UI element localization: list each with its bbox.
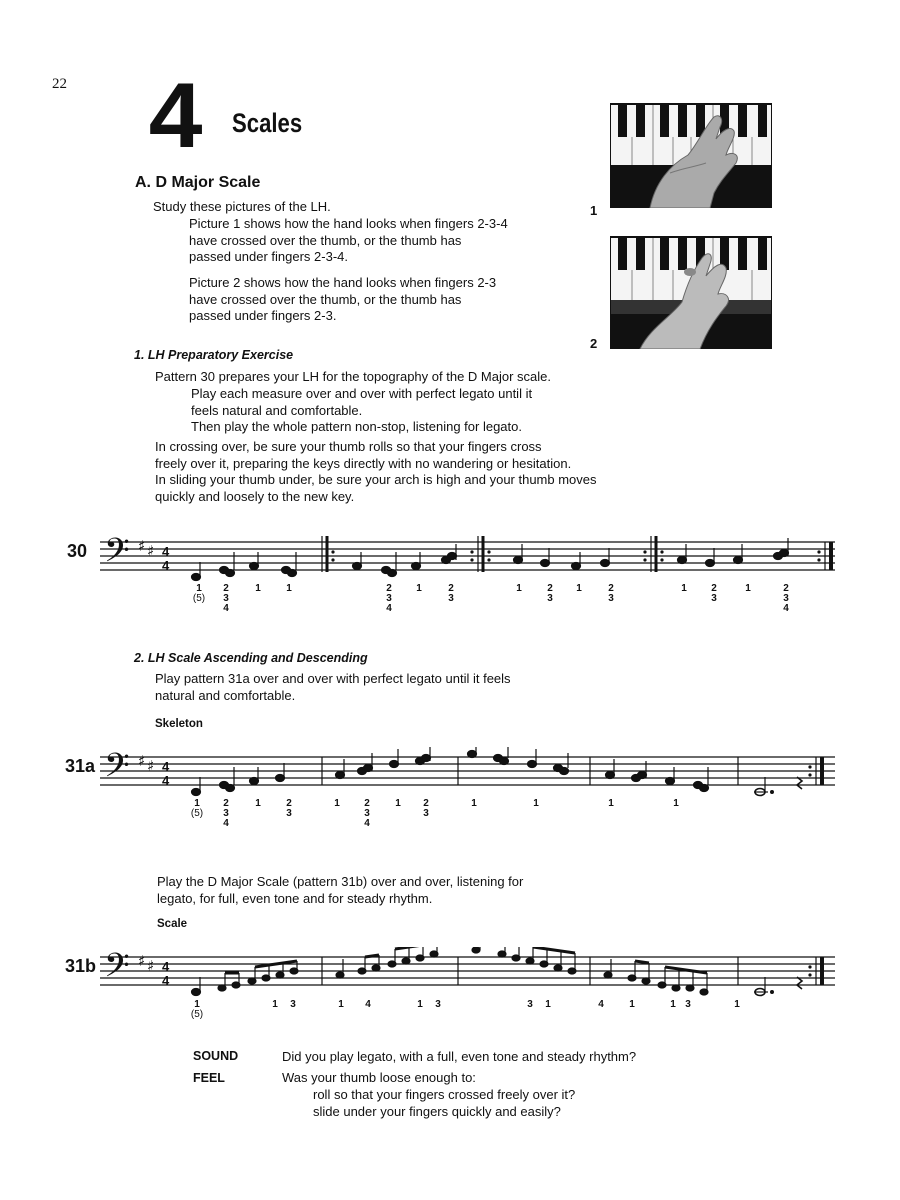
finger-number: 3 <box>223 593 229 604</box>
finger-number: 4 <box>223 603 229 614</box>
chapter-title: Scales <box>232 108 303 138</box>
picture1-label: 1 <box>590 203 598 218</box>
exercise1-line <box>191 386 532 436</box>
finger-number: 1 <box>255 798 261 809</box>
feel-detail <box>313 1087 575 1120</box>
finger-number: 2 <box>223 583 229 594</box>
finger-number: 1 <box>286 583 292 594</box>
bass-clef-icon: 𝄢 <box>104 747 130 793</box>
time-signature-icon: 4 <box>162 959 170 974</box>
exercise1-heading: 1. LH Preparatory Exercise <box>134 348 294 362</box>
finger-number: 3 <box>364 808 370 819</box>
finger-number: 4 <box>365 999 371 1010</box>
bass-clef-icon: 𝄢 <box>104 947 130 993</box>
finger-number: 3 <box>290 999 296 1010</box>
sharp-icon: ♯ <box>138 752 146 770</box>
fingering-group <box>441 584 461 604</box>
finger-number: 1 <box>395 798 401 809</box>
exercise2-text <box>155 671 511 704</box>
scale-label: Scale <box>157 918 188 930</box>
finger-number: 4 <box>598 999 604 1010</box>
finger-number: 3 <box>223 808 229 819</box>
time-signature-icon: 4 <box>162 973 170 988</box>
fingering-group <box>428 1000 448 1010</box>
text-line: roll so that your fingers crossed freely over it? <box>313 1087 576 1102</box>
pattern31a-number: 31a <box>65 756 96 776</box>
text-line: Play pattern 31a over and over with perfect legato until it feels <box>155 671 511 686</box>
finger-number: 2 <box>364 798 370 809</box>
finger-number: 1 <box>255 583 261 594</box>
sharp-icon: ♯ <box>147 542 155 560</box>
text-line: Play each measure over and over with perfect legato until it <box>191 386 533 401</box>
finger-number: 3 <box>386 593 392 604</box>
finger-number: 3 <box>286 808 292 819</box>
pattern31b-staff <box>100 947 835 1027</box>
fingering-group <box>591 1000 611 1010</box>
exercise2-heading: 2. LH Scale Ascending and Descending <box>134 651 368 665</box>
finger-number: 2 <box>223 798 229 809</box>
fingering-group <box>776 584 796 614</box>
text-line: have crossed over the thumb, or the thumb has <box>189 232 462 248</box>
time-signature-icon: 4 <box>162 544 170 559</box>
finger-number: 1 <box>545 999 551 1010</box>
pattern30-number: 30 <box>67 541 88 561</box>
finger-number: 1 <box>734 999 740 1010</box>
finger-number: 2 <box>783 583 789 594</box>
fingering-group <box>601 584 621 604</box>
finger-number: 3 <box>448 593 454 604</box>
sharp-icon: ♯ <box>147 757 155 775</box>
finger-number: 2 <box>547 583 553 594</box>
text-line: natural and comfortable. <box>155 687 296 703</box>
finger-number: 1 <box>608 798 614 809</box>
fingering-group <box>409 584 429 594</box>
finger-number: 2 <box>423 798 429 809</box>
finger-number: 2 <box>711 583 717 594</box>
fingering-group <box>216 584 236 614</box>
finger-number: 3 <box>547 593 553 604</box>
chapter-number: 4 <box>148 65 201 167</box>
fingering-group <box>601 799 621 809</box>
text-line: legato, for full, even tone and for steady rhythm. <box>157 890 433 906</box>
finger-number: 4 <box>783 603 789 614</box>
text-line: feels natural and comfortable. <box>191 402 363 418</box>
finger-number: 3 <box>527 999 533 1010</box>
finger-number: 3 <box>783 593 789 604</box>
scale-instruction <box>157 874 523 907</box>
hand-photo-1 <box>610 103 772 208</box>
section-heading: A. D Major Scale <box>135 174 261 191</box>
fingering-group <box>388 799 408 809</box>
fingering-group <box>279 584 299 594</box>
finger-number: 1 <box>471 798 477 809</box>
finger-number: 1 <box>416 583 422 594</box>
bass-clef-icon: 𝄢 <box>104 532 130 578</box>
fingering-group <box>569 584 589 594</box>
finger-number: 1 <box>194 999 200 1010</box>
fingering-group <box>279 799 299 819</box>
finger-number: (5) <box>190 808 204 819</box>
finger-number: 3 <box>685 999 691 1010</box>
sound-question: Did you play legato, with a full, even tone and steady rhythm? <box>282 1049 637 1064</box>
text-line: In sliding your thumb under, be sure your arch is high and your thumb moves <box>155 472 597 487</box>
finger-number: 4 <box>364 818 370 829</box>
text-line: quickly and loosely to the new key. <box>155 488 355 504</box>
exercise1-line: Pattern 30 prepares your LH for the topography of the D Major scale. <box>155 369 551 384</box>
time-signature-icon: 4 <box>162 773 170 788</box>
finger-number: 2 <box>386 583 392 594</box>
fingering-group <box>727 1000 747 1010</box>
finger-number: 1 <box>417 999 423 1010</box>
fingering-group <box>187 799 207 819</box>
sharp-icon: ♯ <box>138 537 146 555</box>
pattern30-staff <box>100 532 835 612</box>
fingering-group <box>738 584 758 594</box>
finger-number: 1 <box>681 583 687 594</box>
finger-number: 1 <box>334 798 340 809</box>
pattern31a-staff <box>100 747 835 827</box>
fingering-group <box>509 584 529 594</box>
finger-number: 3 <box>608 593 614 604</box>
finger-number: 1 <box>629 999 635 1010</box>
finger-number: 2 <box>286 798 292 809</box>
skeleton-label: Skeleton <box>155 718 203 730</box>
finger-number: 1 <box>338 999 344 1010</box>
time-signature-icon: 4 <box>162 558 170 573</box>
time-signature-icon: 4 <box>162 759 170 774</box>
fingering-group <box>704 584 724 604</box>
fingering-group <box>327 799 347 809</box>
picture2-label: 2 <box>590 336 598 351</box>
text-line: passed under fingers 2-3-4. <box>189 249 348 264</box>
fingering-group <box>464 799 484 809</box>
fingering-group <box>416 799 436 819</box>
finger-number: 4 <box>386 603 392 614</box>
finger-number: 1 <box>673 798 679 809</box>
exercise1-paragraph <box>155 439 597 505</box>
sharp-icon: ♯ <box>138 952 146 970</box>
finger-number: 1 <box>196 583 202 594</box>
text-line: Then play the whole pattern non-stop, listening for legato. <box>191 419 522 434</box>
sound-term: SOUND <box>193 1049 239 1063</box>
fingering-group <box>379 584 399 614</box>
fingering-group <box>410 1000 430 1010</box>
finger-number: 3 <box>435 999 441 1010</box>
text-line: slide under your fingers quickly and easily? <box>313 1103 561 1119</box>
picture2-description <box>189 275 496 325</box>
fingering-group <box>248 799 268 809</box>
fingering-group <box>248 584 268 594</box>
finger-number: (5) <box>190 1009 204 1020</box>
finger-number: 1 <box>272 999 278 1010</box>
finger-number: 3 <box>423 808 429 819</box>
finger-number: (5) <box>192 593 206 604</box>
fingering-group <box>358 1000 378 1010</box>
fingering-group <box>520 1000 540 1010</box>
pattern31b-number: 31b <box>65 956 97 976</box>
fingering-group <box>216 799 236 829</box>
text-line: freely over it, preparing the keys directly with no wandering or hesitation. <box>155 455 572 471</box>
fingering-group <box>674 584 694 594</box>
finger-number: 1 <box>194 798 200 809</box>
feel-term: FEEL <box>193 1071 225 1085</box>
finger-number: 2 <box>608 583 614 594</box>
text-line: Picture 2 shows how the hand looks when fingers 2-3 <box>189 275 497 290</box>
fingering-group <box>666 799 686 809</box>
finger-number: 1 <box>533 798 539 809</box>
text-line: passed under fingers 2-3. <box>189 308 337 323</box>
text-line: In crossing over, be sure your thumb rolls so that your fingers cross <box>155 439 542 454</box>
fingering-group <box>538 1000 558 1010</box>
finger-number: 4 <box>223 818 229 829</box>
fingering-group <box>526 799 546 809</box>
finger-number: 1 <box>576 583 582 594</box>
picture1-description <box>189 216 508 266</box>
text-line: have crossed over the thumb, or the thumb has <box>189 291 462 307</box>
fingering-group <box>678 1000 698 1010</box>
text-line: Play the D Major Scale (pattern 31b) over and over, listening for <box>157 874 524 889</box>
fingering-group <box>265 1000 285 1010</box>
finger-number: 2 <box>448 583 454 594</box>
sharp-icon: ♯ <box>147 957 155 975</box>
section-intro: Study these pictures of the LH. <box>153 199 331 214</box>
fingering-group <box>189 584 209 604</box>
finger-number: 1 <box>516 583 522 594</box>
finger-number: 3 <box>711 593 717 604</box>
fingering-group <box>331 1000 351 1010</box>
page-number: 22 <box>52 76 67 92</box>
fingering-group <box>540 584 560 604</box>
fingering-group <box>283 1000 303 1010</box>
hand-photo-2 <box>610 236 772 349</box>
finger-number: 1 <box>670 999 676 1010</box>
finger-number: 1 <box>745 583 751 594</box>
feel-question: Was your thumb loose enough to: <box>282 1070 476 1085</box>
fingering-group <box>357 799 377 829</box>
text-line: Picture 1 shows how the hand looks when fingers 2-3-4 <box>189 216 508 231</box>
fingering-group <box>187 1000 207 1020</box>
fingering-group <box>622 1000 642 1010</box>
